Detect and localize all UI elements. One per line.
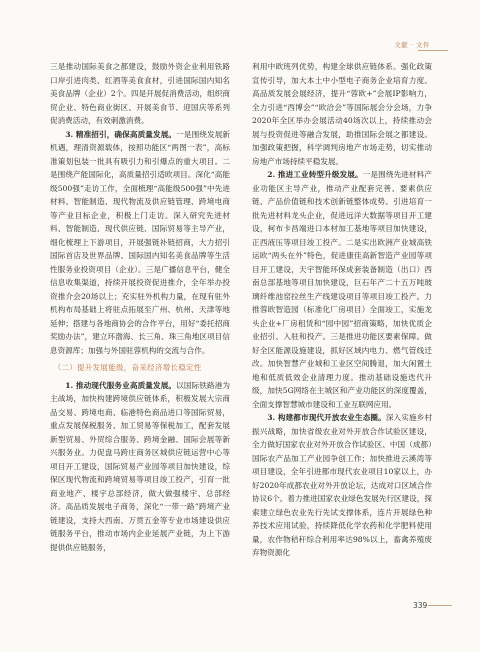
paragraph: 利用中欧班列优势，构建全球供应链体系。强化政策宣传引导，加大本土中小型电子商务企业培育力度。高品质发展会展经济，提升“蓉欧+”会展IP影响力，全力引进“西博会”“欧洽会”等国际展会分会场，力争2020年全区举办会展活动40场次以上，持续推动会展与投资促进等融合发展，助推国际会展之都建设。加强政策把握，科学调判房地产市场走势，切实推动房地产市场持续平稳发展。 bbox=[252, 62, 432, 166]
paragraph-title: 3. 精准招引，确保高质量发展。 bbox=[65, 129, 177, 139]
section-heading: （二）提升发展能级，奋采经济增长稳定性 bbox=[53, 363, 202, 372]
paragraph-title: 1. 推动现代服务业高质量发展。 bbox=[65, 380, 177, 390]
paragraph-title: 3. 构建都市现代开放农业生态圈。 bbox=[267, 413, 386, 422]
paragraph: 三是推动国际美食之都建设，鼓励外资企业利用铁路口岸引进肉类、红酒等美食食材，引进国际国内知名美食品牌（企业）2个。四是开展促消费活动，组织商贸企业、特色商业街区、开展美食节、迎国庆等系列促消费活动，有效刺激消费。 bbox=[50, 62, 230, 125]
paragraph-title: 2. 推进工业转型升级发展。 bbox=[267, 170, 363, 179]
header-divider bbox=[418, 50, 448, 51]
paragraph-body: 以国际铁路港为主战场，加快构建跨境供应链体系，积极发展大宗商品交易、跨境电商、临港特色商品进口等国际贸易，重点发展保税服务、加工贸易等保税加工，配套发展新型贸易、外贸综合服务、跨境金融、国际会展等新兴服务业。力促盘马跨庄商务区城供应链运营中心等项目开工建设，国际贸易产业园等项目加快建设，综保区现代物流和跨境贸易等项目竣工投产，引育一批商业地产、楼宇总部经济，做大做强楼宇、总部经济。高品质发展电子商务，深化“一带一路”跨境产业链建设，支持大西南、万贯五金等专业市场建设供应链服务平台，推动市场内企业延展产业链，为上下游提供供应链服务， bbox=[50, 380, 231, 552]
right-column bbox=[252, 60, 432, 560]
paragraph bbox=[252, 168, 432, 411]
page-number: 339 bbox=[413, 601, 428, 610]
paragraph-body: 一是围绕先进材料产业功能区主导产业，推动产业配套完善、要素供应链、产品价值链和技术创新链整体成势。引进培育一批先进材料龙头企业，促进远洋大数据等项目开工建设，柯布卡昌端进口本材加工基地等项目加快建设，正西液压等项目竣工投产。二是实出欧洲产业城高铁运欧“两头在外”特色，促进康佳高新智造产业园等项目开工建设，天宇智能环保成套装备制造（出口）西南总部基地等项目加快建设，巨石年产二十五万吨玻璃纤维池窑拉丝生产线建设项目等项目竣工投产。力推蓉欧智造园（标准化厂房项目）全面竣工，实施龙头企业+厂房租赁和“园中园”招商策略，加快优质企业招引、入驻和投产。三是推进功能区要素保障。做好全区能源设施建设，抓好区域内电力、燃气管线迁改。加快智慧产业城和工业区空间腾退，加大闲置土地和低质低效企业清理力度。推动基础设施迭代升级，加快5G网络在主城区和产业功能区的深度覆盖，全面支撑智慧城市建设和工业互联网应用。 bbox=[252, 170, 433, 409]
paragraph bbox=[252, 411, 432, 560]
paragraph-body: 深入实施乡村振兴战略，加快省级农业对外开放合作试验区建设，全力做好国家农业对外开放合作试验区、中国（成都）国际农产品加工产业园争创工作；加快推进云溪湾等项目建设，全年引进都市现代农业项目10家以上，办好2020年成都农业对外开放论坛，达成对口区域合作协议6个。着力推进国家农业绿色发展先行区建设，探索建立绿色农业先行先试支撑体系，连片开展绿色种养技术应用试验，持续降低化学农药和化学肥料使用量，农作物秸秆综合利用率达98%以上，畜禽养殖废弃物资源化 bbox=[252, 413, 432, 557]
paragraph-body: 一是围绕发展新机遇，理清资源载体，按照功能区“两图一表”，高标准策划包装一批具有吸引力和引爆点的重大项目。二是围绕产能国际化，高质量招引适欧项目。深化“高能级500强”走访工作，全面梳理“高能级500强”中先进材料、智能制造、现代物流及供应链管理、跨境电商等产业目标企业，积极上门走访。深入研究先进材料、智能制造、现代供应链、国际贸易等主导产业，细化梳理上下游项目，开展强链补链招商，大力招引国际首店及世界品牌、国际国内知名美食品牌等生活性服务业投资项目（企业）。三是广播信息平台，健全信息收集渠道，持续开展投资促进推介，全年举办投资推介会20场以上；充实驻外机构力量，在现有驻外机构布局基础上将驻点拓展至广州、杭州、天津等地延伸；搭建与各地商协会的合作平台，用好“委托招商奖励办法”，建立环渤海、长三角、珠三角地区项目信息资源库；加强与外国驻蓉机构的交流与合作。 bbox=[50, 129, 231, 355]
paragraph bbox=[50, 128, 230, 358]
paragraph bbox=[50, 379, 230, 555]
footer-divider bbox=[428, 605, 452, 606]
running-header: 文献 · 文件 bbox=[394, 41, 430, 49]
left-column bbox=[50, 60, 230, 554]
